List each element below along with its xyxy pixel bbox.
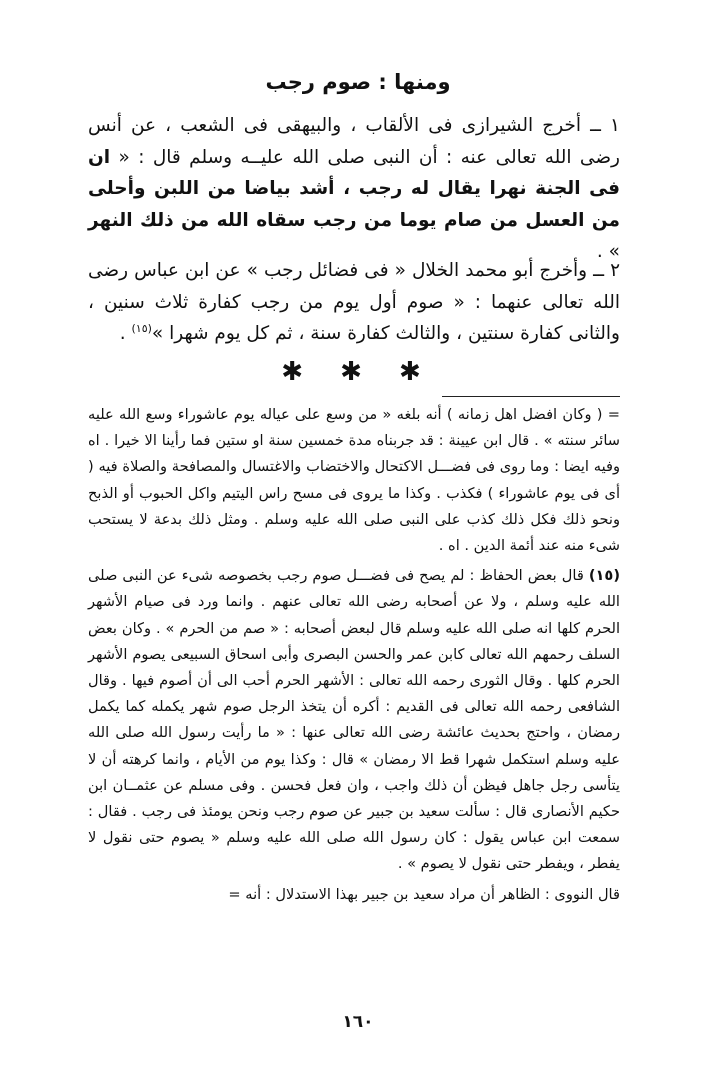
footnote-15 (88, 563, 620, 877)
hadith-1-quote: ان فى الجنة نهرا يقال له رجب ، أشد بياضا من اللبن وأحلى من العسل من صام يوما من رجب سقاه الله من ذلك النهر (88, 146, 620, 231)
hadith-2-text: وأخرج أبو محمد الخلال « فى فضائل رجب » عن ابن عباس رضى الله تعالى عنهما : « صوم أول يوم من رجب كفارة ثلاث سنين ، والثانى كفارة سنتين ، والثالث كفارة سنة ، ثم كل يوم شهرا » (88, 260, 620, 344)
section-separator: ✱ ✱ ✱ (281, 357, 435, 387)
footnote-rule (442, 396, 620, 397)
footnote-continuation: = ( وكان افضل اهل زمانه ) أنه بلغه « من وسع على عياله يوم عاشوراء وسع الله عليه سائر سنته » . قال ابن عيينة : قد جربناه مدة خمسين سنة او ستين فما رأينا الا خيرا . اه وفيه ايضا : وما روى فى فضـــل الاكتحال والاختضاب والاغتسال والمصافحة والصلاة فيه ( أى فى يوم عاشوراء ) فكذب . وكذا ما يروى فى مسح راس اليتيم واكل الحبوب أو الذبح ونحو ذلك فكل ذلك كذب على النبى صلى الله عليه وسلم . ومثل ذلك بدعة لا يستحب شىء منه عند أئمة الدين . اه . (88, 406, 620, 555)
footnote-15-label: (١٥) (588, 567, 620, 585)
hadith-2-end: . (119, 323, 132, 344)
hadith-1-intro: أخرج الشيرازى فى الألقاب ، والبيهقى فى الشعب ، عن أنس رضى الله تعالى عنه : أن النبى صلى الله عليــه وسلم قال : « (88, 115, 620, 168)
page-number: ١٦٠ (342, 1012, 374, 1032)
hadith-1-end: » . (596, 241, 620, 262)
hadith-1 (88, 110, 620, 268)
section-heading: ومنها : صوم رجب (265, 70, 451, 94)
hadith-2-number: ٢ ــ (593, 260, 620, 281)
footnote-15-text: قال بعض الحفاظ : لم يصح فى فضـــل صوم رجب بخصوصه شىء عن النبى صلى الله عليه وسلم ، ولا عن أصحابه رضى الله تعالى عنهم . وانما ورد فى صيام الأشهر الحرم كلها انه صلى الله عليه وسلم قال لبعض أصحابه : « صم من الحرم » . وكان بعض السلف رحمهم الله تعالى كابن عمر والحسن البصرى وأبى اسحاق السبيعى يصوم الأشهر الحرم كلها . وقال الثورى رحمه الله تعالى : الأشهر الحرم أحب الى أن أصوم فيها . وقال الشافعى رحمه الله تعالى فى القديم : أكره أن يتخذ الرجل صوم شهر يكمله كما يكمل رمضان ، واحتج بحديث عائشة رضى الله تعالى عنها : « ما رأيت رسول الله صلى الله عليه وسلم استكمل شهرا قط الا رمضان » قال : وكذا يوم من الأيام ، وانما كرهته أن لا يتأسى رجل جاهل فيظن أن ذلك واجب ، وان فعل فحسن . وفى مسلم عن عثمــان ابن حكيم الأنصارى قال : سألت سعيد بن جبير عن صوم رجب ونحن يومئذ فى رجب . فقال : سمعت ابن عباس يقول : كان رسول الله صلى الله عليه وسلم « يصوم حتى نقول لا يفطر ، ويفطر حتى نقول لا يصوم » . (88, 567, 620, 873)
footnote-ref-15: (١٥) (131, 321, 152, 335)
footnote-nawawi: قال النووى : الظاهر أن مراد سعيد بن جبير بهذا الاستدلال : أنه = (228, 885, 620, 903)
hadith-2 (88, 255, 620, 350)
footnotes (88, 402, 620, 908)
hadith-1-number: ١ ــ (590, 115, 620, 136)
